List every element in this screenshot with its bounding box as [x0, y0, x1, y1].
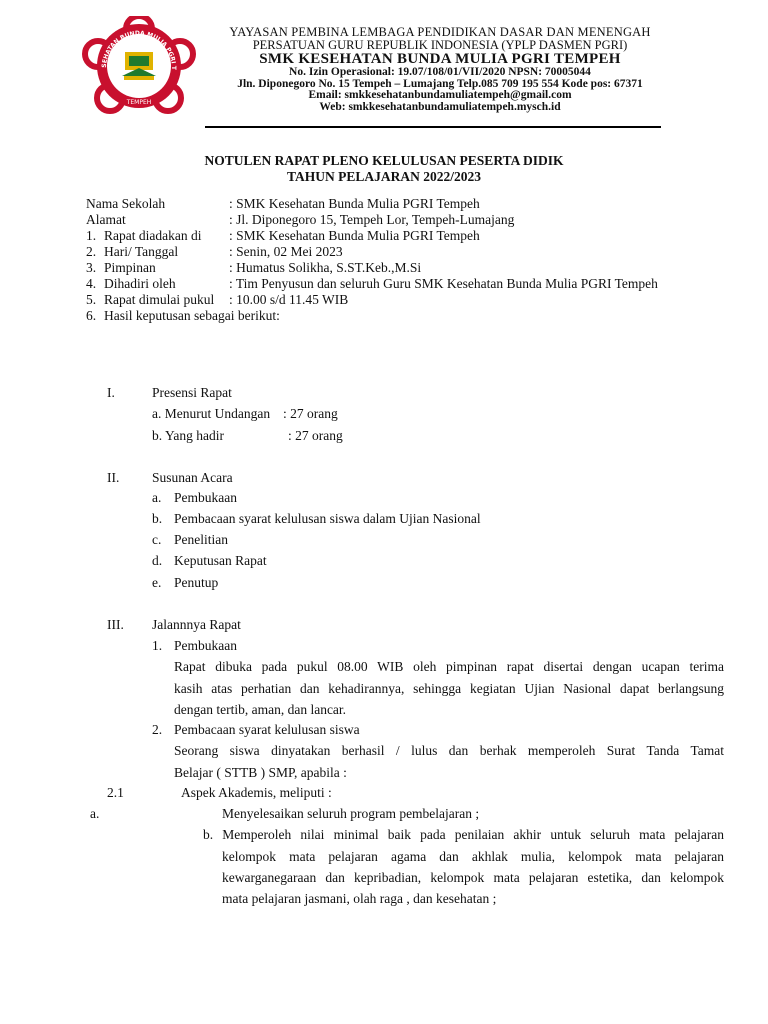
info-value-attendees: : Tim Penyusun dan seluruh Guru SMK Kesehatan Bunda Mulia PGRI Tempeh	[229, 276, 658, 291]
attendance-invited-value: : 27 orang	[283, 406, 338, 421]
letterhead-email: Email: smkkesehatanbundamuliatempeh@gmail.com	[308, 89, 572, 101]
requirement-b-line: kewarganegaraan dan kepribadian, kelompok mata pelajaran estetika, dan kelompok	[222, 870, 724, 885]
proceeding-1-number: 1.	[152, 638, 163, 653]
proceeding-2-number: 2.	[152, 722, 163, 737]
requirement-a-text: Menyelesaikan seluruh program pembelajaran ;	[222, 806, 480, 821]
proceeding-1-text-line: kasih atas perhatian dan kehadirannya, sehingga kegiatan Ujian Nasional dapat berlangsung	[174, 681, 724, 696]
logo-bottom-text: TEMPEH	[126, 99, 152, 106]
info-value-school: : SMK Kesehatan Bunda Mulia PGRI Tempeh	[229, 196, 480, 211]
section-3-heading: Jalannnya Rapat	[152, 617, 241, 632]
info-label-date: Hari/ Tanggal	[104, 244, 179, 259]
letterhead-address: Jln. Diponegoro No. 15 Tempeh – Lumajang Telp.085 709 195 554 Kode pos: 67371	[237, 77, 643, 90]
info-label-results: Hasil keputusan sebagai berikut:	[104, 308, 280, 323]
requirement-a-letter: a.	[90, 806, 100, 821]
agenda-item: Pembacaan syarat kelulusan siswa dalam Ujian Nasional	[174, 511, 481, 526]
proceeding-1-text-line: Rapat dibuka pada pukul 08.00 WIB oleh pimpinan rapat disertai dengan ucapan terima	[174, 659, 724, 674]
info-value-address: : Jl. Diponegoro 15, Tempeh Lor, Tempeh-Lumajang	[229, 212, 515, 227]
proceeding-1-text-line: dengan tertib, aman, dan lancar.	[174, 702, 347, 717]
letterhead-license: No. Izin Operasional: 19.07/108/01/VII/2020 NPSN: 70005044	[289, 66, 591, 78]
agenda-letter: c.	[152, 532, 162, 547]
requirement-b-line: b. Memperoleh nilai minimal baik pada penilaian akhir untuk seluruh mata pelajaran	[203, 827, 724, 842]
document-title: NOTULEN RAPAT PLENO KELULUSAN PESERTA DIDIK	[204, 153, 564, 168]
agenda-item: Pembukaan	[174, 490, 237, 505]
proceeding-2-text-line: Seorang siswa dinyatakan berhasil / lulus dan berhak memperoleh Surat Tanda Tamat	[174, 743, 724, 758]
proceeding-1-heading: Pembukaan	[174, 638, 237, 653]
letterhead-divider	[205, 126, 661, 128]
requirement-b-line: kelompok mata pelajaran agama dan akhlak mulia, kelompok mata pelajaran	[222, 849, 724, 864]
info-label-time: Rapat dimulai pukul	[104, 292, 215, 307]
agenda-letter: e.	[152, 575, 162, 590]
proceeding-2-text-line: Belajar ( STTB ) SMP, apabila :	[174, 765, 347, 780]
info-value-location: : SMK Kesehatan Bunda Mulia PGRI Tempeh	[229, 228, 480, 243]
info-num-2: 2.	[86, 244, 97, 259]
subsection-2-1-heading: Aspek Akademis, meliputi :	[181, 785, 332, 800]
attendance-present-value: : 27 orang	[288, 428, 343, 443]
info-num-6: 6.	[86, 308, 97, 323]
agenda-item: Penelitian	[174, 532, 228, 547]
info-value-chair: : Humatus Solikha, S.ST.Keb.,M.Si	[229, 260, 422, 275]
info-num-1: 1.	[86, 228, 97, 243]
info-value-time: : 10.00 s/d 11.45 WIB	[229, 292, 349, 307]
section-3-number: III.	[107, 617, 124, 632]
school-logo	[80, 16, 198, 114]
letterhead-association: PERSATUAN GURU REPUBLIK INDONESIA (YPLP DASMEN PGRI)	[252, 37, 628, 52]
agenda-letter: a.	[152, 490, 162, 505]
section-1-heading: Presensi Rapat	[152, 385, 232, 400]
agenda-item: Penutup	[174, 575, 219, 590]
info-num-4: 4.	[86, 276, 97, 291]
document-subtitle: TAHUN PELAJARAN 2022/2023	[286, 169, 481, 184]
info-num-3: 3.	[86, 260, 97, 275]
attendance-invited-label: a. Menurut Undangan	[152, 406, 271, 421]
letterhead	[208, 26, 672, 113]
letterhead-school-name: SMK KESEHATAN BUNDA MULIA PGRI TEMPEH	[259, 51, 621, 67]
agenda-item: Keputusan Rapat	[174, 553, 267, 568]
info-label-location: Rapat diadakan di	[104, 228, 202, 243]
section-2-heading: Susunan Acara	[152, 470, 233, 485]
section-2-number: II.	[107, 470, 120, 485]
info-label-address: Alamat	[86, 212, 126, 227]
subsection-2-1-number: 2.1	[107, 785, 124, 800]
letterhead-foundation: YAYASAN PEMBINA LEMBAGA PENDIDIKAN DASAR DAN MENENGAH	[229, 25, 651, 39]
attendance-present-label: b. Yang hadir	[152, 428, 225, 443]
logo-arc-text: SEHATAN BUNDA MULIA PGRI T	[100, 29, 178, 71]
info-value-date: : Senin, 02 Mei 2023	[229, 244, 343, 259]
agenda-letter: b.	[152, 511, 163, 526]
info-label-school: Nama Sekolah	[86, 196, 166, 211]
agenda-letter: d.	[152, 553, 163, 568]
info-label-chair: Pimpinan	[104, 260, 156, 275]
proceeding-2-heading: Pembacaan syarat kelulusan siswa	[174, 722, 360, 737]
section-1-number: I.	[107, 385, 115, 400]
letterhead-web: Web: smkkesehatanbundamuliatempeh.mysch.id	[319, 100, 561, 113]
info-label-attendees: Dihadiri oleh	[104, 276, 176, 291]
info-num-5: 5.	[86, 292, 97, 307]
requirement-b-line: mata pelajaran jasmani, olah raga , dan kesehatan ;	[222, 891, 497, 906]
